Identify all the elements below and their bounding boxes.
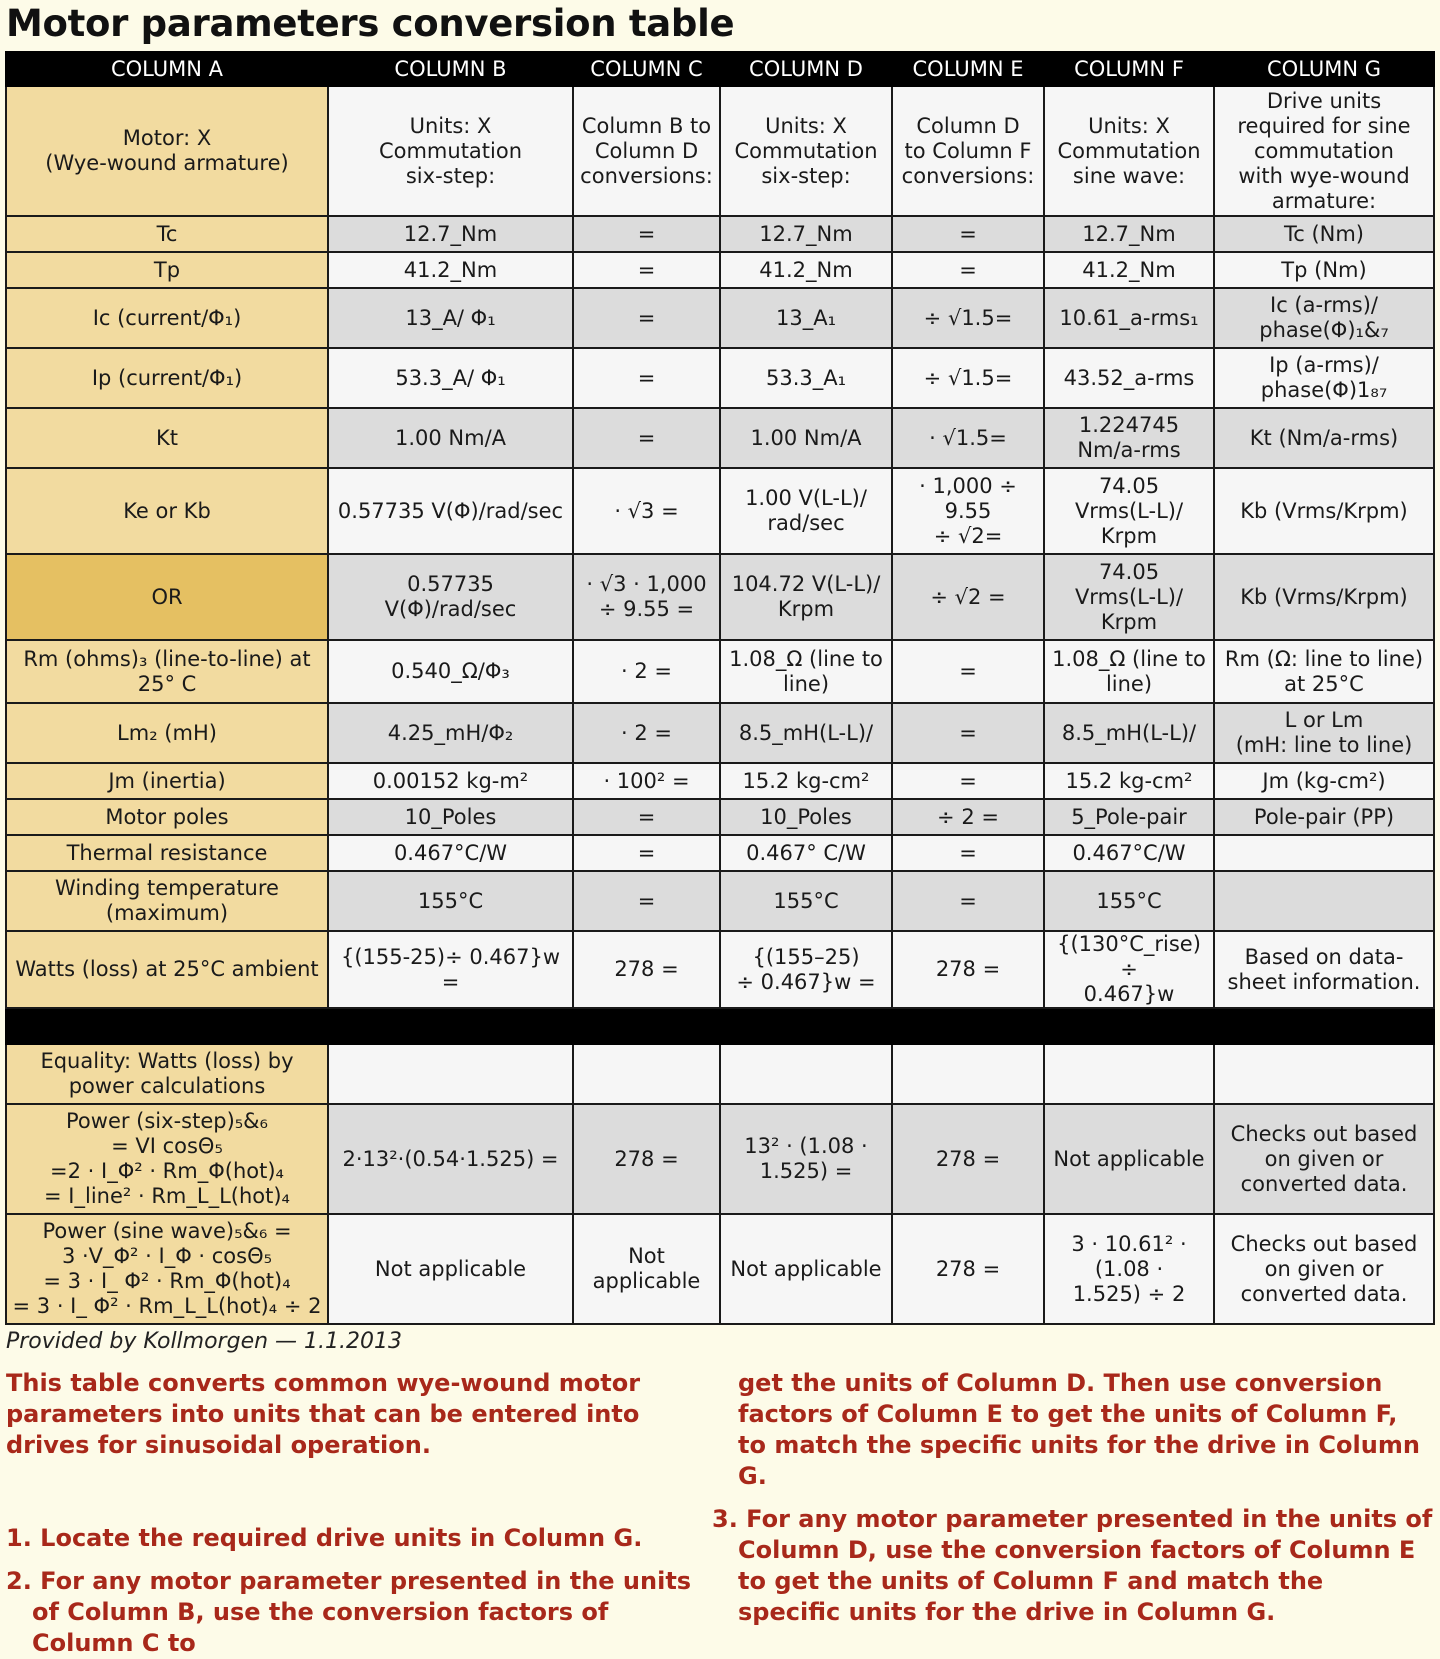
cell-column-c [573,468,720,554]
cell-text: 3 · 10.61² · (1.08 · 1.525) ÷ 2 [1071,1231,1187,1306]
cell-text: = [959,221,977,246]
conversion-table [5,51,1435,1325]
cell-text: = [637,804,656,829]
cell-column-g [1214,871,1434,931]
cell-column-f [1044,1044,1214,1104]
cell-column-b [328,703,573,763]
cell-column-d [720,931,892,1008]
table-row [6,763,1434,799]
cell-column-c [573,216,720,252]
cell-text: {(155-25)÷ 0.467}w = [340,944,561,994]
cell-text: 0.540_Ω/Φ₃ [391,659,510,683]
table-row [6,799,1434,835]
cell-text: = [959,257,977,282]
cell-text: Equality: Watts (loss) by power calculations [40,1049,294,1098]
cell-column-e [892,763,1044,799]
cell-column-e [892,835,1044,871]
cell-text: Based on data- sheet information. [1227,944,1421,994]
notes-right [712,1368,1433,1628]
cell-text: ÷ 2 = [937,804,999,829]
cell-text: Power (six-step)₅&₆ = VI cosΘ₅ =2 · I_Φ² · Rm_Φ(hot)₄ = I_line² · Rm_L_L(hot)₄ [44,1109,290,1208]
cell-column-e [892,1044,1044,1104]
table-row [6,216,1434,252]
cell-text: Tp (Nm) [1281,257,1367,282]
cell-text: 53.3_A₁ [765,365,847,390]
cell-text: 1.08_Ω (line to line) [1052,646,1206,696]
cell-column-d [720,252,892,288]
cell-column-a [6,871,328,931]
table-row [6,1044,1434,1104]
table-row [6,288,1434,348]
cell-column-d [720,763,892,799]
cell-text: 15.2 kg-cm² [1065,768,1193,793]
cell-column-b [328,835,573,871]
cell-text: 41.2_Nm [403,257,498,282]
cell-column-e [892,252,1044,288]
cell-column-a [6,931,328,1008]
cell-column-g [1214,86,1434,216]
table-row [6,554,1434,640]
cell-text: Motor poles [105,804,229,829]
cell-column-e [892,640,1044,703]
cell-text: = [959,840,977,865]
header-column-d: COLUMN D [720,52,892,86]
table-row [6,703,1434,763]
cell-column-e [892,86,1044,216]
cell-text: Power (sine wave)₅&₆ = 3 ·V_Φ² · I_Φ · cosΘ₅ = 3 · I_ Φ² · Rm_Φ(hot)₄ = 3 · I_ Φ² · Rm_L_L(hot)₄ ÷ 2 [12,1219,322,1318]
cell-text: · √3 = [614,498,679,523]
note-item-3: 3. For any motor parameter presented in the units of Column D, use the conversion factors of Column E to get the units of Column F and match the specific units for the drive in Column G. [712,1505,1433,1626]
cell-text: 41.2_Nm [759,257,853,282]
cell-column-b [328,763,573,799]
cell-text: 10_Poles [404,804,497,829]
cell-column-g [1214,1214,1434,1324]
cell-text: Ic (current/Φ₁) [92,305,242,330]
cell-column-f [1044,931,1214,1008]
cell-column-f [1044,252,1214,288]
cell-column-e [892,931,1044,1008]
cell-column-g [1214,835,1434,871]
cell-text: L or Lm (mH: line to line) [1235,708,1413,757]
cell-column-g [1214,1104,1434,1214]
cell-column-f [1044,871,1214,931]
cell-column-e [892,871,1044,931]
cell-text: = [959,768,977,793]
cell-text: 278 = [935,1146,1001,1171]
cell-text: = [637,305,656,330]
cell-column-d [720,871,892,931]
cell-text: 1.00 V(L-L)/ rad/sec [745,486,867,535]
cell-text: Tp [153,257,181,282]
cell-column-b [328,216,573,252]
cell-column-b [328,1214,573,1324]
cell-column-g [1214,468,1434,554]
cell-column-b [328,1104,573,1214]
cell-text: 4.25_mH/Φ₂ [387,720,514,745]
cell-text: 5_Pole-pair [1071,804,1187,829]
cell-column-f [1044,554,1214,640]
header-column-b: COLUMN B [328,52,573,86]
cell-text: Pole-pair (PP) [1253,804,1395,829]
cell-column-a [6,252,328,288]
cell-text: OR [151,584,183,609]
cell-text: ÷ √2 = [930,584,1006,609]
cell-column-a [6,408,328,468]
cell-text: Drive units required for sine commutation with wye-wound armature: [1237,88,1411,213]
cell-column-b [328,348,573,408]
cell-text: = [637,425,656,450]
cell-column-b [328,1008,573,1044]
cell-column-a [6,703,328,763]
table-row [6,408,1434,468]
cell-column-b [328,468,573,554]
cell-text: 15.2 kg-cm² [742,768,870,793]
cell-column-d [720,408,892,468]
cell-text: 278 = [614,957,679,981]
cell-column-a [6,288,328,348]
cell-column-g [1214,554,1434,640]
cell-text: Kt [155,425,178,450]
cell-column-b [328,288,573,348]
cell-text: Units: X Commutation six-step: [378,113,523,188]
cell-column-c [573,703,720,763]
header-column-g: COLUMN G [1214,52,1434,86]
cell-column-c [573,799,720,835]
cell-text: = [637,257,656,282]
cell-text: = [637,840,656,865]
cell-column-f [1044,86,1214,216]
cell-column-g [1214,1008,1434,1044]
cell-column-a [6,640,328,703]
cell-column-g [1214,1044,1434,1104]
cell-column-g [1214,252,1434,288]
cell-column-a [6,216,328,252]
cell-column-e [892,1214,1044,1324]
cell-text: 1.08_Ω (line to line) [729,646,883,696]
cell-column-b [328,252,573,288]
cell-column-c [573,1008,720,1044]
cell-text: 1.00 Nm/A [750,425,862,450]
cell-column-f [1044,1008,1214,1044]
cell-text: 12.7_Nm [1082,221,1176,246]
cell-column-g [1214,216,1434,252]
cell-column-g [1214,408,1434,468]
cell-column-a [6,468,328,554]
cell-text: · √1.5= [929,425,1007,450]
cell-column-a [6,86,328,216]
cell-text: · √3 · 1,000 ÷ 9.55 = [586,572,707,621]
cell-column-f [1044,216,1214,252]
cell-text: Tc [156,221,178,246]
cell-text: Not applicable [730,1256,882,1281]
cell-column-d [720,216,892,252]
cell-column-c [573,288,720,348]
cell-column-b [328,86,573,216]
cell-text: 74.05 Vrms(L-L)/ Krpm [1074,559,1184,634]
cell-text: Ip (a-rms)/ phase(Φ)1₈₇ [1260,353,1388,402]
cell-text: Not applicable [374,1256,527,1281]
cell-column-c [573,931,720,1008]
cell-column-a [6,799,328,835]
cell-text: 155°C [417,888,484,913]
table-header-row [6,52,1434,86]
cell-text: 1.224745 Nm/a-rms [1077,413,1181,462]
cell-column-e [892,408,1044,468]
cell-text: · 2 = [621,720,672,745]
cell-text: ÷ √1.5= [923,365,1013,390]
cell-column-g [1214,763,1434,799]
cell-text: · 100² = [603,768,690,793]
cell-column-f [1044,640,1214,703]
table-row [6,1104,1434,1214]
cell-column-c [573,640,720,703]
cell-column-e [892,703,1044,763]
cell-column-d [720,288,892,348]
table-row [6,835,1434,871]
cell-text: Units: X Commutation sine wave: [1057,113,1201,188]
cell-text: 1.00 Nm/A [394,425,507,450]
cell-column-b [328,408,573,468]
cell-text: Ke or Kb [123,498,211,523]
cell-column-e [892,799,1044,835]
cell-column-a [6,1008,328,1044]
cell-text: {(130°C_rise) ÷ 0.467}w [1057,932,1201,1006]
header-column-c: COLUMN C [573,52,720,86]
cell-column-f [1044,703,1214,763]
cell-text: 10.61_a-rms₁ [1059,305,1199,330]
cell-column-f [1044,408,1214,468]
cell-column-e [892,1008,1044,1044]
cell-column-e [892,288,1044,348]
cell-column-c [573,763,720,799]
cell-text: 0.467°C/W [1072,840,1186,865]
cell-column-g [1214,931,1434,1008]
table-row [6,252,1434,288]
cell-text: 0.467° C/W [746,840,866,865]
cell-column-e [892,554,1044,640]
cell-text: Tc (Nm) [1283,221,1365,246]
cell-column-c [573,835,720,871]
cell-text: 155°C [1096,888,1162,913]
cell-column-d [720,1104,892,1214]
cell-column-d [720,468,892,554]
cell-column-f [1044,1104,1214,1214]
cell-column-b [328,640,573,703]
cell-text: Kb (Vrms/Krpm) [1240,498,1408,523]
cell-column-g [1214,288,1434,348]
cell-column-c [573,871,720,931]
cell-text: ÷ √1.5= [923,305,1013,330]
table-row [6,640,1434,703]
cell-column-c [573,408,720,468]
cell-text: Column B to Column D conversions: [580,113,713,188]
cell-text: · 1,000 ÷ 9.55 ÷ √2= [919,473,1017,548]
cell-column-a [6,835,328,871]
credit-line: Provided by Kollmorgen — 1.1.2013 [6,1329,402,1354]
table-row [6,1214,1434,1324]
cell-text: = [959,720,977,745]
cell-column-c [573,252,720,288]
cell-column-f [1044,1214,1214,1324]
cell-column-f [1044,763,1214,799]
cell-text: Checks out based on given or converted data. [1230,1121,1418,1196]
cell-text: Winding temperature (maximum) [55,876,279,925]
cell-column-b [328,1044,573,1104]
separator-row [6,1008,1434,1044]
cell-text: Lm₂ (mH) [117,720,217,745]
cell-text: 12.7_Nm [403,221,498,246]
cell-column-d [720,835,892,871]
cell-text: 10_Poles [760,804,852,829]
table-row [6,871,1434,931]
cell-column-d [720,799,892,835]
cell-text: Rm (ohms)₃ (line-to-line) at 25° C [23,646,311,696]
cell-text: Jm (inertia) [108,768,226,793]
cell-text: Rm (Ω: line to line) at 25°C [1224,646,1424,696]
note-item-2-end: get the units of Column D. Then use conversion factors of Column E to get the units of Column F, to match the specific units for the drive in Column G. [738,1369,1420,1490]
cell-text: 278 = [614,1146,679,1171]
note-item-1: 1. Locate the required drive units in Column G. [6,1524,643,1552]
cell-column-d [720,1214,892,1324]
cell-column-f [1044,799,1214,835]
note-item-2-start: 2. For any motor parameter presented in the units of Column B, use the conversion factors of Column C to [6,1567,692,1657]
header-column-f: COLUMN F [1044,52,1214,86]
cell-text: 278 = [935,957,1001,981]
cell-column-c [573,348,720,408]
cell-text: Thermal resistance [66,840,268,865]
cell-column-c [573,1214,720,1324]
cell-column-f [1044,348,1214,408]
cell-text: 155°C [773,888,839,913]
cell-column-d [720,1044,892,1104]
cell-text: = [637,888,656,913]
cell-column-d [720,554,892,640]
cell-column-b [328,554,573,640]
cell-text: Ic (a-rms)/ phase(Φ)₁&₇ [1259,293,1389,342]
page-title: Motor parameters conversion table [6,2,735,45]
cell-text: = [637,365,656,390]
cell-column-c [573,554,720,640]
cell-column-e [892,1104,1044,1214]
cell-column-c [573,1104,720,1214]
cell-column-g [1214,703,1434,763]
cell-column-c [573,86,720,216]
cell-text: 74.05 Vrms(L-L)/ Krpm [1074,473,1184,548]
cell-column-a [6,1044,328,1104]
cell-text: 278 = [935,1256,1001,1281]
cell-column-a [6,348,328,408]
cell-text: · 2 = [621,659,672,683]
cell-text: 104.72 V(L-L)/ Krpm [731,572,881,621]
cell-text: Kb (Vrms/Krpm) [1240,584,1408,609]
cell-text: Ip (current/Φ₁) [91,365,243,390]
cell-column-d [720,703,892,763]
cell-column-f [1044,835,1214,871]
cell-text: = [637,221,656,246]
cell-text: 0.57735 V(Φ)/rad/sec [384,572,517,621]
cell-column-f [1044,288,1214,348]
cell-text: 0.57735 V(Φ)/rad/sec [337,498,564,523]
cell-text: 8.5_mH(L-L)/ [738,720,874,745]
cell-text: 2·13²·(0.54·1.525) = [342,1146,559,1171]
cell-text: {(155–25) ÷ 0.467}w = [736,944,876,994]
intro-text: This table converts common wye-wound motor parameters into units that can be entered into drives for sinusoidal operation. [6,1369,641,1459]
header-column-a: COLUMN A [6,52,328,86]
cell-text: Not applicable [1053,1146,1205,1171]
cell-column-g [1214,640,1434,703]
cell-column-g [1214,348,1434,408]
cell-column-c [573,1044,720,1104]
cell-column-b [328,871,573,931]
cell-text: Kt (Nm/a-rms) [1249,425,1399,450]
cell-text: Checks out based on given or converted data. [1230,1231,1418,1306]
cell-column-b [328,931,573,1008]
cell-column-d [720,348,892,408]
cell-column-f [1044,468,1214,554]
cell-text: 0.467°C/W [393,840,508,865]
cell-column-a [6,554,328,640]
cell-text: 13² · (1.08 · 1.525) = [744,1134,868,1183]
cell-text: Jm (kg-cm²) [1262,768,1386,793]
cell-text: Motor: X (Wye-wound armature) [45,126,289,175]
cell-text: Not applicable [592,1244,701,1293]
cell-column-d [720,1008,892,1044]
cell-column-e [892,348,1044,408]
cell-column-g [1214,799,1434,835]
cell-column-b [328,799,573,835]
cell-text: 41.2_Nm [1082,257,1176,282]
cell-column-d [720,86,892,216]
cell-text: Column D to Column F conversions: [901,113,1035,188]
cell-column-d [720,640,892,703]
cell-text: 13_A/ Φ₁ [405,305,496,330]
table-row [6,468,1434,554]
cell-text: 0.00152 kg-m² [372,768,529,793]
notes-left [6,1368,706,1659]
table-row [6,348,1434,408]
cell-text: 12.7_Nm [759,221,853,246]
cell-column-e [892,216,1044,252]
cell-text: 8.5_mH(L-L)/ [1061,720,1197,745]
header-column-e: COLUMN E [892,52,1044,86]
cell-text: 13_A₁ [775,305,836,330]
cell-column-e [892,468,1044,554]
cell-text: = [959,659,977,683]
cell-column-a [6,1214,328,1324]
table-row [6,931,1434,1008]
cell-text: 53.3_A/ Φ₁ [395,365,506,390]
cell-column-a [6,1104,328,1214]
cell-text: Watts (loss) at 25°C ambient [15,957,319,981]
cell-text: 43.52_a-rms [1063,365,1195,390]
cell-text: Units: X Commutation six-step: [734,113,878,188]
cell-column-a [6,763,328,799]
cell-text: = [959,888,977,913]
table-row [6,86,1434,216]
